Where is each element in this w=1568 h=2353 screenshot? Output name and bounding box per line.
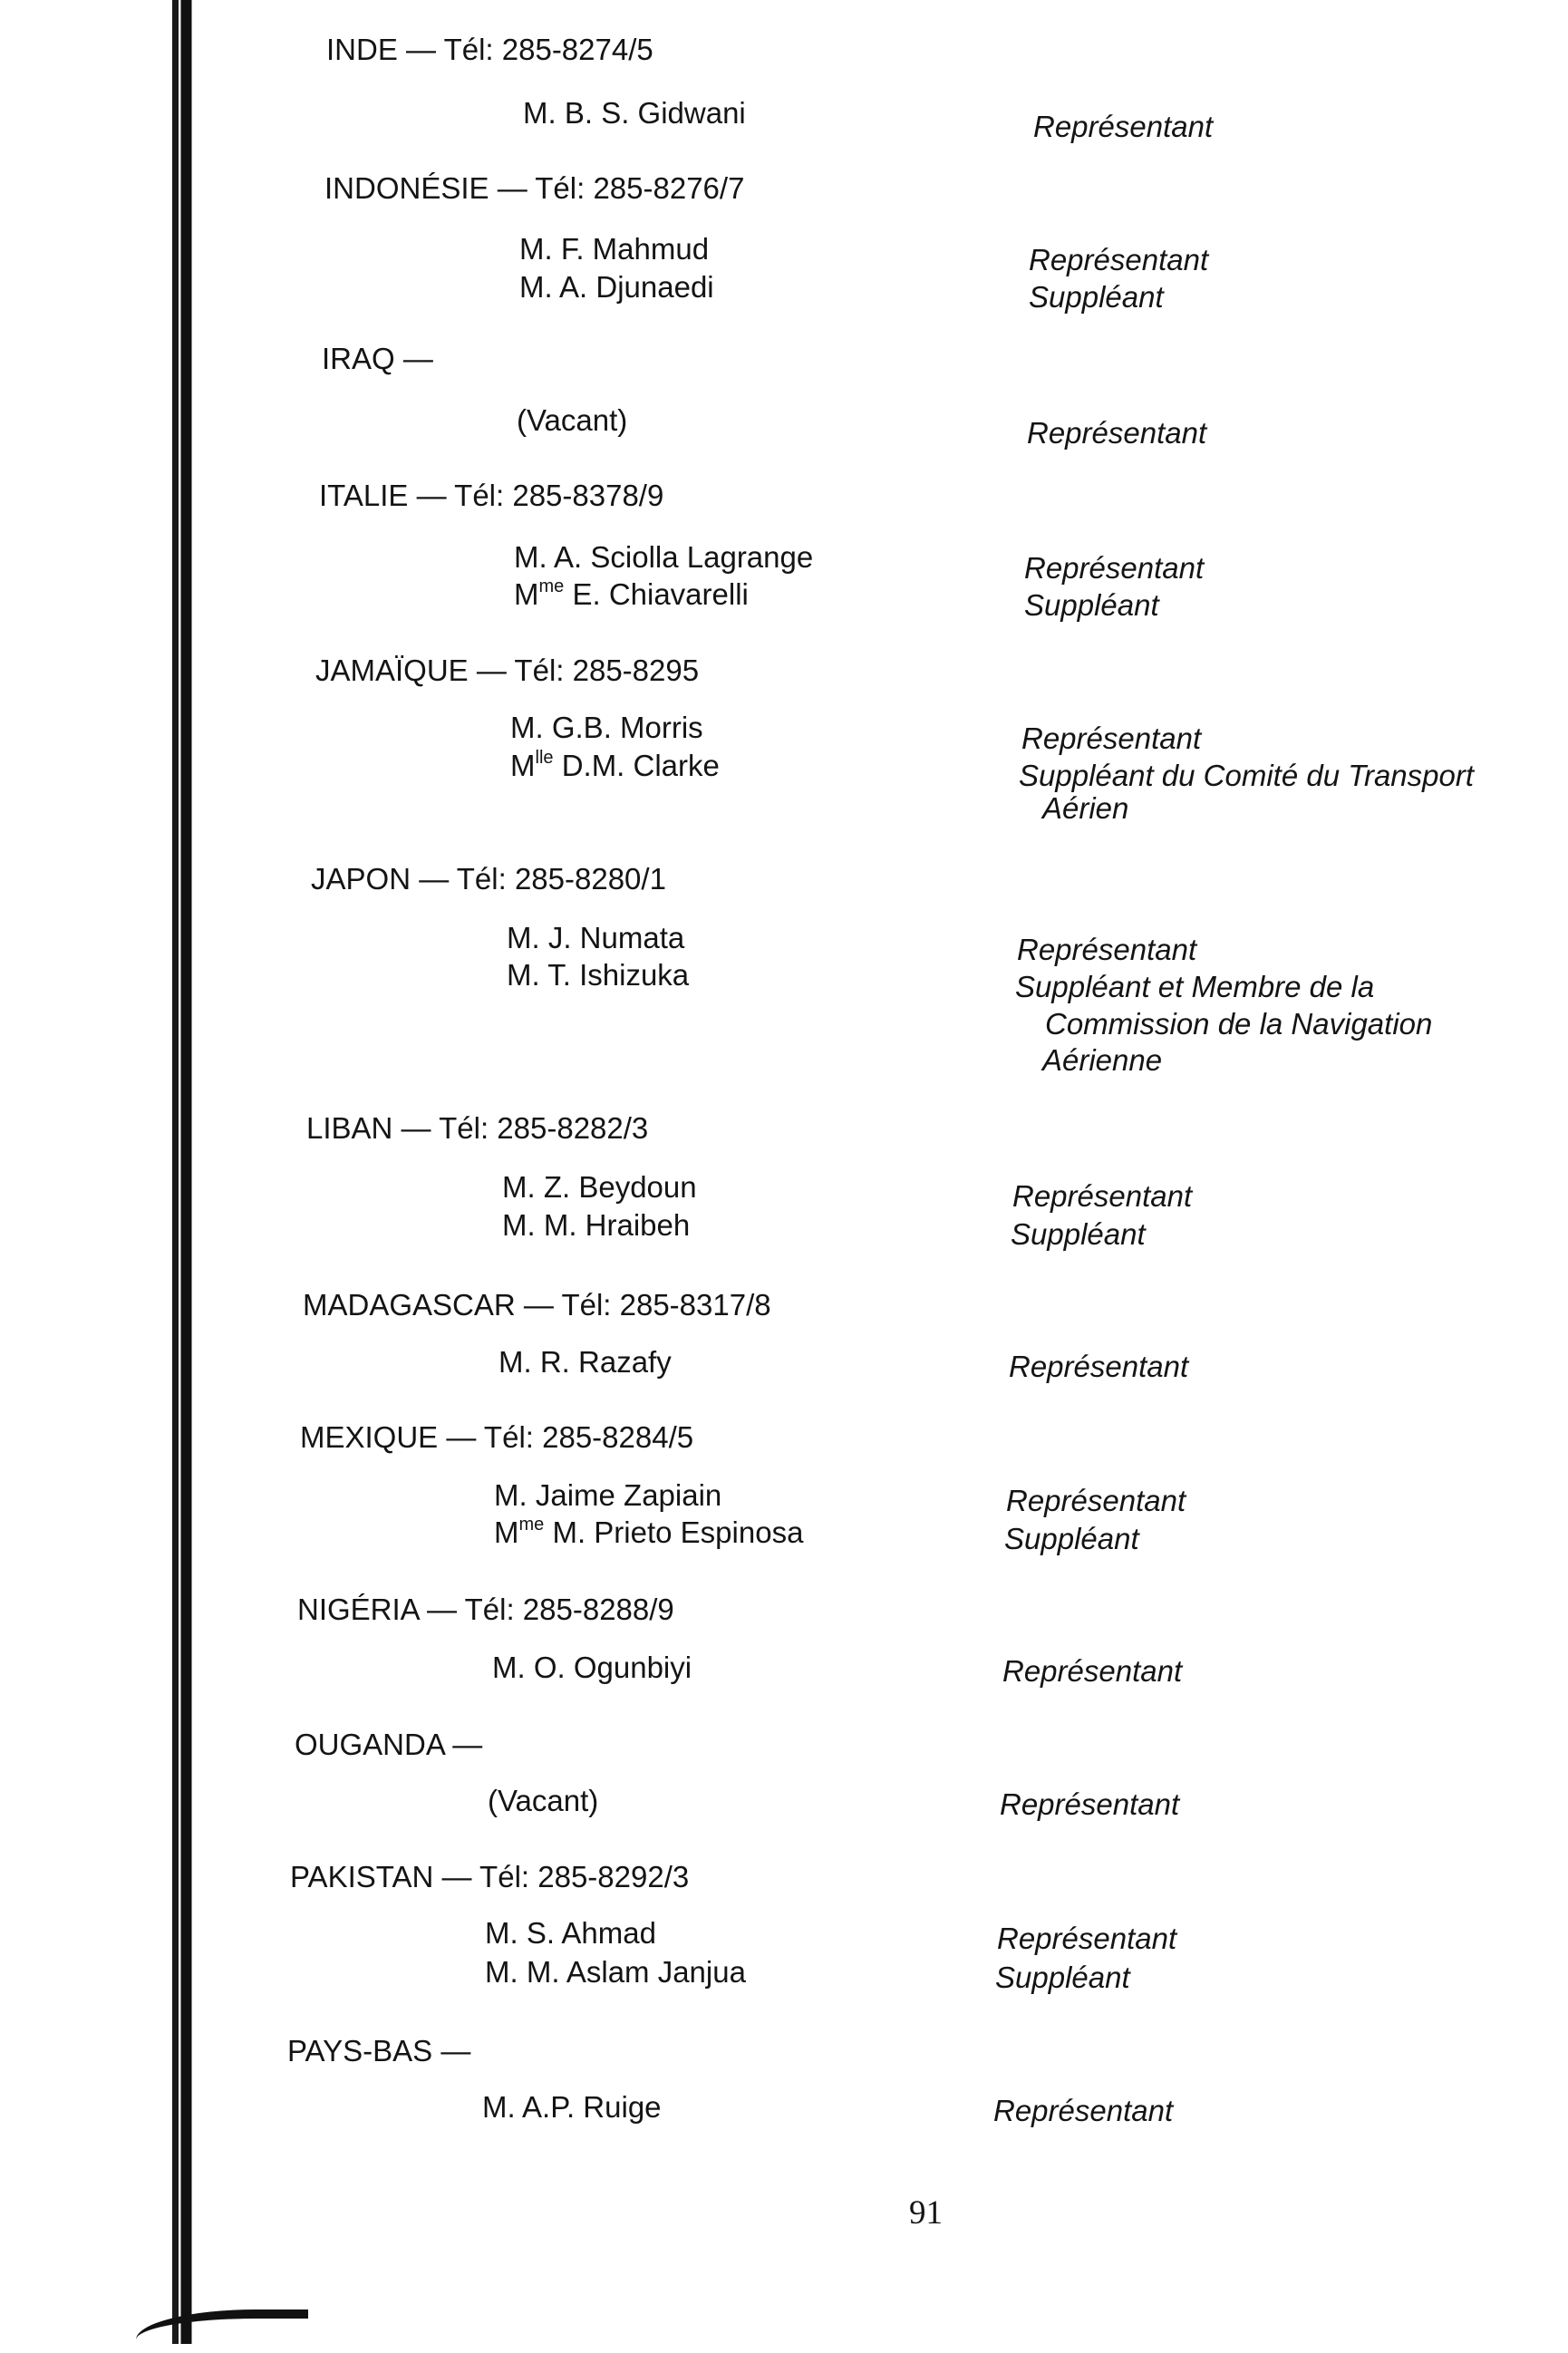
delegate-role: [1019, 758, 1474, 794]
delegate-name-text: F. Mahmud: [560, 232, 710, 266]
delegate-name: [488, 1783, 598, 1819]
country-heading-text: INDONÉSIE — Tél: 285-8276/7: [324, 171, 745, 205]
name-prefix: M.: [507, 958, 540, 992]
country-heading: [287, 2033, 470, 2069]
delegate-role-text: Suppléant du Comité du Transport: [1019, 759, 1475, 792]
name-prefix: M.: [519, 270, 553, 304]
delegate-name: [514, 576, 749, 613]
delegate-name-text: (Vacant): [488, 1784, 599, 1817]
country-heading: [324, 170, 744, 207]
delegate-name-text: D.M. Clarke: [561, 749, 720, 782]
delegate-role-text: Aérien: [1042, 791, 1129, 825]
delegate-name-text: (Vacant): [517, 403, 628, 437]
delegate-name-text: T. Ishizuka: [547, 958, 690, 992]
delegate-name-text: E. Chiavarelli: [572, 577, 749, 611]
name-prefix: M: [514, 577, 539, 611]
country-heading: [300, 1419, 693, 1456]
delegate-name: [502, 1169, 697, 1206]
name-prefix: M.: [519, 232, 553, 266]
delegate-name-text: O. Ogunbiyi: [533, 1651, 692, 1684]
delegate-role-text: Suppléant: [995, 1961, 1130, 1994]
delegate-role-text: Aérienne: [1042, 1043, 1163, 1077]
delegate-name-text: M. Prieto Espinosa: [552, 1515, 804, 1549]
delegate-role: [1042, 790, 1128, 827]
delegate-role: [1002, 1653, 1182, 1690]
name-prefix: M.: [485, 1916, 518, 1950]
page-number: 91: [909, 2194, 943, 2232]
delegate-name-text: Jaime Zapiain: [535, 1478, 722, 1512]
delegate-name-text: B. S. Gidwani: [564, 96, 746, 130]
delegate-role: [1024, 550, 1204, 586]
delegate-role-text: Suppléant: [1024, 588, 1159, 622]
delegate-name: [494, 1477, 721, 1514]
delegate-role-text: Représentant: [997, 1922, 1177, 1955]
name-prefix: M.: [494, 1478, 528, 1512]
delegate-name-text: R. Razafy: [539, 1345, 672, 1379]
delegate-role-text: Suppléant: [1029, 280, 1164, 314]
delegate-name: [485, 1954, 746, 1990]
delegate-role-text: Représentant: [1006, 1484, 1186, 1517]
delegate-name: [482, 2089, 662, 2125]
delegate-role: [997, 1921, 1176, 1957]
delegate-role: [1029, 242, 1208, 278]
delegate-role: [1011, 1216, 1146, 1253]
delegate-name: [510, 710, 703, 746]
delegate-role: [1006, 1483, 1186, 1519]
delegate-role-text: Représentant: [1017, 933, 1197, 966]
name-prefix-superscript: me: [518, 1515, 545, 1535]
delegate-name: [514, 539, 813, 576]
delegate-name: [523, 95, 746, 131]
delegate-name: [498, 1344, 672, 1380]
delegate-role-text: Représentant: [1029, 243, 1209, 276]
delegate-role-text: Suppléant: [1004, 1522, 1139, 1555]
country-heading-text: PAKISTAN — Tél: 285-8292/3: [290, 1860, 690, 1893]
name-prefix: M: [494, 1515, 519, 1549]
delegate-name: [502, 1207, 690, 1244]
delegate-role-text: Représentant: [1027, 416, 1207, 450]
name-prefix: M.: [492, 1651, 526, 1684]
country-heading-text: MEXIQUE — Tél: 285-8284/5: [300, 1420, 694, 1454]
delegate-role: [1009, 1349, 1188, 1385]
country-heading: [306, 1110, 648, 1147]
delegate-role-text: Représentant: [1002, 1654, 1183, 1688]
country-heading: [319, 478, 663, 514]
name-prefix-superscript: me: [538, 576, 565, 596]
country-heading-text: IRAQ —: [322, 342, 433, 375]
country-heading-text: ITALIE — Tél: 285-8378/9: [319, 479, 664, 512]
delegate-role-text: Représentant: [1021, 721, 1202, 755]
name-prefix: M.: [498, 1345, 532, 1379]
delegate-role: [995, 1960, 1130, 1996]
delegate-name: [519, 269, 714, 305]
delegate-name: [492, 1650, 692, 1686]
delegate-role-text: Représentant: [1033, 110, 1214, 143]
delegate-role: [1027, 415, 1206, 451]
delegate-role: [993, 2093, 1173, 2129]
delegate-role: [1029, 279, 1164, 315]
delegate-role: [1017, 932, 1196, 968]
name-prefix: M.: [485, 1955, 518, 1989]
country-heading-text: LIBAN — Tél: 285-8282/3: [306, 1111, 649, 1145]
delegate-role-text: Représentant: [1024, 551, 1205, 585]
delegate-role: [1012, 1178, 1192, 1215]
delegate-name-text: A. Djunaedi: [559, 270, 714, 304]
delegate-role: [1015, 969, 1374, 1005]
country-heading: [311, 861, 666, 897]
delegate-name-text: A. Sciolla Lagrange: [554, 540, 814, 574]
delegate-role: [1033, 109, 1213, 145]
country-heading-text: JAPON — Tél: 285-8280/1: [311, 862, 666, 896]
country-heading-text: PAYS-BAS —: [287, 2034, 471, 2067]
delegate-role-text: Suppléant: [1011, 1217, 1146, 1251]
delegate-role: [1024, 587, 1159, 624]
delegate-role-text: Représentant: [1009, 1350, 1189, 1383]
delegate-name: [517, 402, 627, 439]
delegate-name: [519, 231, 709, 267]
delegate-role-text: Représentant: [1000, 1787, 1180, 1821]
country-heading-text: OUGANDA —: [295, 1728, 483, 1761]
delegate-name-text: J. Numata: [547, 921, 685, 954]
delegate-role-text: Représentant: [1012, 1179, 1193, 1213]
country-heading: [297, 1592, 674, 1628]
country-heading: [295, 1727, 482, 1763]
delegate-name-text: A.P. Ruige: [522, 2090, 662, 2124]
name-prefix: M.: [514, 540, 547, 574]
country-heading: [315, 653, 699, 689]
delegate-name-text: M. Aslam Janjua: [526, 1955, 746, 1989]
delegate-name: [507, 920, 684, 956]
delegate-name-text: M. Hraibeh: [543, 1208, 691, 1242]
delegate-role: [1042, 1042, 1162, 1079]
country-heading-text: INDE — Tél: 285-8274/5: [326, 33, 653, 66]
country-heading-text: NIGÉRIA — Tél: 285-8288/9: [297, 1593, 674, 1626]
delegate-role: [1004, 1521, 1139, 1557]
delegate-role-text: Suppléant et Membre de la: [1015, 970, 1375, 1003]
delegate-name: [485, 1915, 656, 1951]
delegate-name: [507, 957, 689, 993]
delegate-role-text: Représentant: [993, 2094, 1174, 2127]
country-heading-text: MADAGASCAR — Tél: 285-8317/8: [303, 1288, 771, 1322]
delegate-role-text: Commission de la Navigation: [1045, 1007, 1433, 1041]
name-prefix: M.: [523, 96, 557, 130]
country-heading: [322, 341, 433, 377]
name-prefix-superscript: lle: [535, 748, 554, 768]
name-prefix: M.: [502, 1170, 536, 1204]
book-binding-edge: [170, 0, 198, 2344]
delegate-role: [1000, 1787, 1179, 1823]
name-prefix: M: [510, 749, 536, 782]
delegate-name-text: G.B. Morris: [551, 711, 703, 744]
name-prefix: M.: [502, 1208, 536, 1242]
delegate-role: [1021, 721, 1201, 757]
name-prefix: M.: [482, 2090, 516, 2124]
delegate-name-text: S. Ahmad: [526, 1916, 656, 1950]
delegate-name-text: Z. Beydoun: [543, 1170, 697, 1204]
name-prefix: M.: [507, 921, 540, 954]
delegate-name: [510, 748, 720, 784]
delegate-name: [494, 1515, 803, 1551]
country-heading-text: JAMAÏQUE — Tél: 285-8295: [315, 654, 700, 687]
book-binding-curve: [136, 2309, 308, 2353]
country-heading: [303, 1287, 771, 1323]
name-prefix: M.: [510, 711, 544, 744]
country-heading: [290, 1859, 689, 1895]
country-heading: [326, 32, 653, 68]
delegate-role: [1045, 1006, 1432, 1042]
